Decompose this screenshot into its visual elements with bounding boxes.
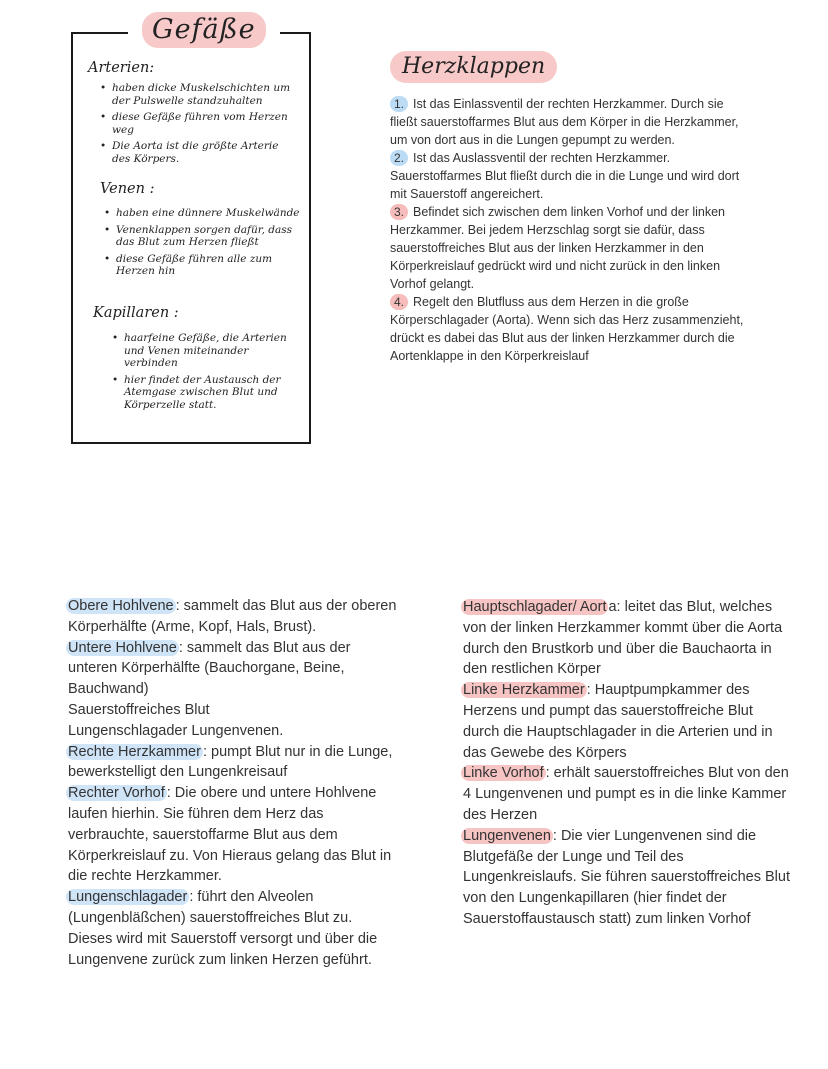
definition-text: : pumpt Blut nur in die Lunge, bewerkstelligt den Lungenkreisauf xyxy=(68,743,393,781)
herzklappe-text: Ist das Auslassventil der rechten Herzkammer. Sauerstoffarmes Blut fließt durch die in die Lunge und wird dort mit Sauerstoff angereichert. xyxy=(390,151,740,201)
venen-heading: Venen : xyxy=(100,181,155,197)
herzklappe-item xyxy=(390,95,750,149)
herzklappe-text: Ist das Einlassventil der rechten Herzkammer. Durch sie fließt sauerstoffarmes Blut aus dem Körper in die Herzkammer, um von dort aus in die Lungen gepumpt zu werden. xyxy=(390,97,739,147)
number-badge: 2. xyxy=(390,150,408,166)
definition xyxy=(68,887,398,970)
definition-text: : Hauptpumpkammer des Herzens und pumpt das sauerstoffreiche Blut durch die Hauptschlagader in die Arterien und in das Gewebe des Körpers xyxy=(463,682,773,761)
herzklappe-text: Befindet sich zwischen dem linken Vorhof und der linken Herzkammer. Bei jedem Herzschlag sorgt sie dafür, dass sauerstoffreiches Blut aus der linken Herzkammer in den Körperkreislauf gedrückt wird und nicht zurück in den linken Vorhof gelangt. xyxy=(390,205,726,291)
number-badge: 1. xyxy=(390,96,408,112)
herzklappen-title: Herzklappen xyxy=(390,51,557,83)
term-highlight: Lungenschlagader xyxy=(68,889,188,906)
definition xyxy=(463,763,793,825)
definition xyxy=(68,596,398,638)
term-highlight: Obere Hohlvene xyxy=(68,598,174,614)
herzklappe-item xyxy=(390,149,750,203)
definition-text: : Die obere und untere Hohlvene laufen hierhin. Sie führen dem Herz das verbrauchte, sauerstoffarme Blut aus dem Körperkreislauf zu. Von Hieraus gelang das Blut in die rechte Herzkammer. xyxy=(68,785,392,885)
list-item: • haarfeine Gefäße, die Arterien und Venen miteinander verbinden xyxy=(112,332,302,370)
definition-text: : Die vier Lungenvenen sind die Blutgefäße der Lunge und Teil des Lungenkreislaufs. Sie führen sauerstoffreiches Blut von den Lungenkapillaren (hier findet der Sauerstoffaustausch statt) zum linken Vorhof xyxy=(463,827,790,927)
definition xyxy=(463,826,793,930)
definition xyxy=(68,742,398,784)
kapillaren-heading: Kapillaren : xyxy=(93,305,179,321)
gefaesse-title: Gefäße xyxy=(128,12,280,48)
definition-text: a: leitet das Blut, welches von der linken Herzkammer kommt über die Aorta durch den Brustkorb und über die Bauchaorta in den restlichen Körper xyxy=(463,599,783,678)
arterien-heading: Arterien: xyxy=(88,60,155,76)
definition-text: : sammelt das Blut aus der unteren Körperhälfte (Bauchorgane, Beine, Bauchwand) xyxy=(68,639,351,698)
list-item: • Venenklappen sorgen dafür, dass das Blut zum Herzen fließt xyxy=(104,224,304,249)
right-column xyxy=(463,597,793,930)
list-item: • hier findet der Austausch der Atemgase zwischen Blut und Körperzelle statt. xyxy=(112,374,302,412)
definition-text: : erhält sauerstoffreiches Blut von den 4 Lungenvenen und pumpt es in die linke Kammer des Herzen xyxy=(463,765,789,823)
definition xyxy=(68,783,398,887)
definition-text: : sammelt das Blut aus der oberen Körperhälfte (Arme, Kopf, Hals, Brust). xyxy=(68,598,397,635)
definition-text: Sauerstoffreiches Blut xyxy=(68,701,210,718)
definition-text: Lungenschlagader Lungenvenen. xyxy=(68,722,284,739)
list-item: • diese Gefäße führen alle zum Herzen hin xyxy=(104,253,304,278)
left-column xyxy=(68,596,398,970)
term-highlight: Linke Herzkammer xyxy=(463,682,585,699)
list-item: • haben eine dünnere Muskelwände xyxy=(104,207,304,220)
list-item: • Die Aorta ist die größte Arterie des Körpers. xyxy=(100,140,300,165)
term-highlight: Untere Hohlvene xyxy=(68,639,177,656)
herzklappen-text xyxy=(390,95,750,365)
definition xyxy=(463,680,793,763)
herzklappe-item xyxy=(390,293,750,365)
term-highlight: Lungenvenen xyxy=(463,827,551,844)
definition-text: : führt den Alveolen (Lungenbläßchen) sauerstoffreiches Blut zu. Dieses wird mit Sauerstoff versorgt und über die Lungenvene zurück zum linken Herzen geführt. xyxy=(68,889,378,968)
term-highlight: Rechter Vorhof xyxy=(68,785,165,802)
herzklappe-text: Regelt den Blutfluss aus dem Herzen in die große Körperschlagader (Aorta). Wenn sich das Herz zusammenzieht, drückt es dabei das Blut aus der linken Herzkammer durch die Aortenklappe in den Körperkreislauf xyxy=(390,295,744,363)
definition xyxy=(463,597,793,680)
term-highlight: Rechte Herzkammer xyxy=(68,743,201,760)
plain-line xyxy=(68,700,398,721)
kapillaren-list xyxy=(112,332,302,415)
list-item: • haben dicke Muskelschichten um der Pulswelle standzuhalten xyxy=(100,82,300,107)
list-item: • diese Gefäße führen vom Herzen weg xyxy=(100,111,300,136)
number-badge: 3. xyxy=(390,204,408,220)
term-highlight: Hauptschlagader/ Aort xyxy=(463,599,607,615)
arterien-list xyxy=(100,82,300,169)
definition xyxy=(68,638,398,700)
term-highlight: Linke Vorhof xyxy=(463,765,544,782)
plain-line xyxy=(68,721,398,742)
venen-list xyxy=(104,207,304,282)
number-badge: 4. xyxy=(390,294,408,310)
herzklappe-item xyxy=(390,203,750,293)
